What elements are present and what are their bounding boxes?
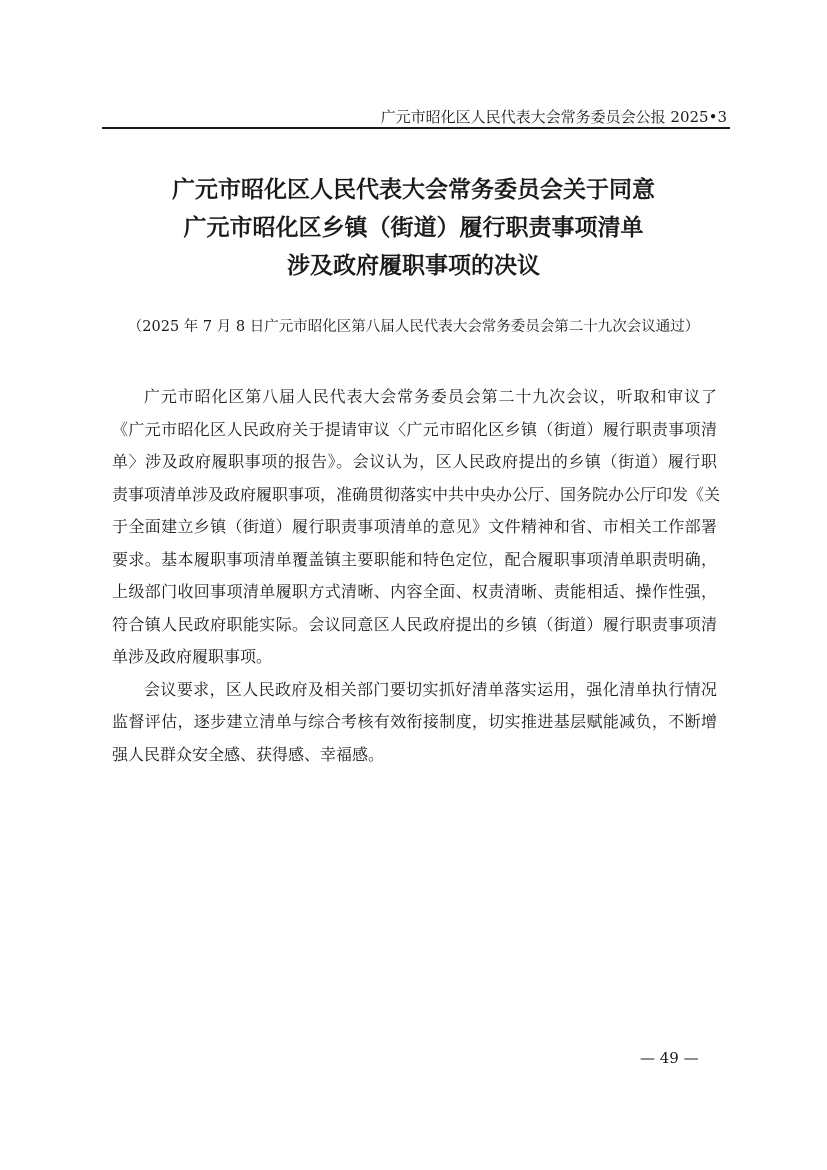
- text-line: 广元市昭化区第八届人民代表大会常务委员会第二十九次会议，听取和审议了: [144, 387, 717, 406]
- running-header: 广元市昭化区人民代表大会常务委员会公报 2025•3: [380, 108, 727, 126]
- document-title: [0, 171, 827, 285]
- text-line: 要求。基本履职事项清单覆盖镇主要职能和特色定位，配合履职事项清单职责明确，: [112, 549, 717, 569]
- paragraph-1: [112, 381, 721, 674]
- text-line: 单涉及政府履职事项。: [112, 647, 273, 666]
- page-number: — 49 —: [640, 1049, 699, 1067]
- document-body: [112, 381, 721, 771]
- title-line: 广元市昭化区乡镇（街道）履行职责事项清单: [183, 215, 644, 241]
- text-line: 责事项清单涉及政府履职事项，准确贯彻落实中共中央办公厅、国务院办公厅印发《关: [112, 484, 721, 504]
- title-line: 涉及政府履职事项的决议: [287, 253, 540, 279]
- text-line: 强人民群众安全感、获得感、幸福感。: [112, 744, 385, 764]
- text-line: 符合镇人民政府职能实际。会议同意区人民政府提出的乡镇（街道）履行职责事项清: [112, 614, 717, 634]
- adoption-note: （2025 年 7 月 8 日广元市昭化区第八届人民代表大会常务委员会第二十九次会议通过）: [127, 319, 700, 335]
- paragraph-2: [112, 674, 717, 772]
- text-line: 《广元市昭化区人民政府关于提请审议〈广元市昭化区乡镇（街道）履行职责事项清: [112, 419, 717, 439]
- text-line: 单〉涉及政府履职事项的报告》。会议认为，区人民政府提出的乡镇（街道）履行职: [112, 452, 717, 471]
- header-rule: [102, 127, 730, 129]
- text-line: 于全面建立乡镇（街道）履行职责事项清单的意见》文件精神和省、市相关工作部署: [112, 517, 717, 536]
- text-line: 监督评估，逐步建立清单与综合考核有效衔接制度，切实推进基层赋能减负，不断增: [112, 712, 717, 731]
- title-line: 广元市昭化区人民代表大会常务委员会关于同意: [172, 177, 655, 203]
- text-line: 上级部门收回事项清单履职方式清晰、内容全面、权责清晰、责能相适、操作性强，: [112, 582, 717, 601]
- text-line: 会议要求，区人民政府及相关部门要切实抓好清单落实运用，强化清单执行情况: [144, 679, 717, 699]
